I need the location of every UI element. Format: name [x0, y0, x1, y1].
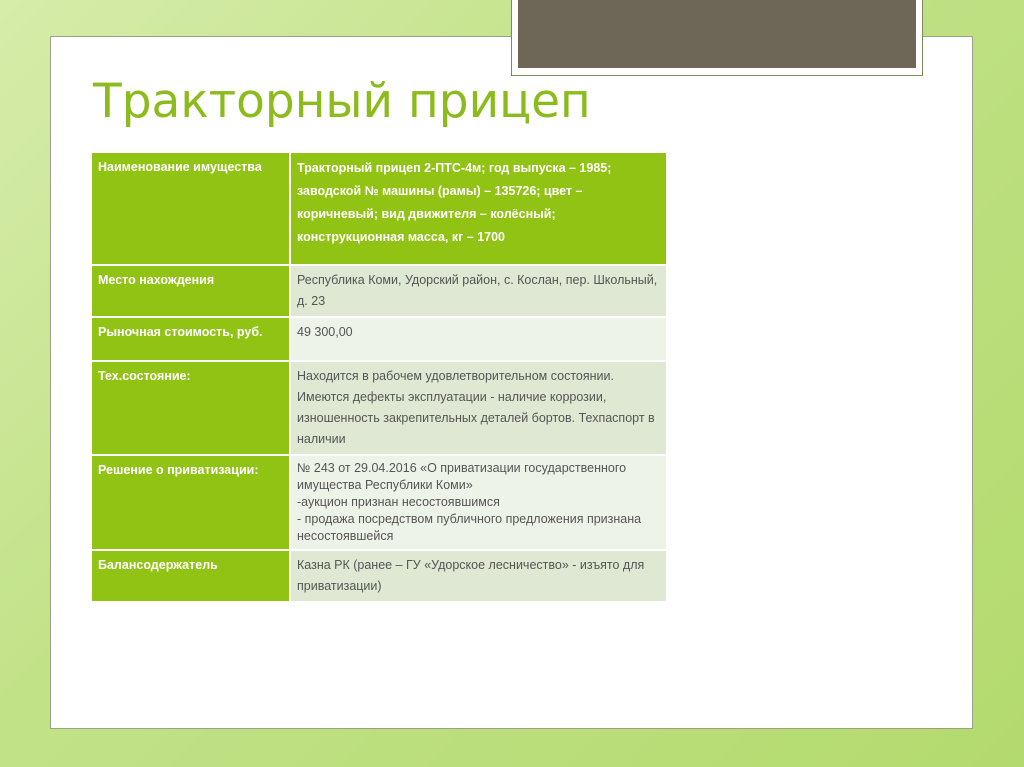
row-value: Казна РК (ранее – ГУ «Удорское лесничество» - изъято для приватизации) — [291, 551, 666, 601]
row-label: Тех.состояние: — [92, 362, 291, 454]
row-value: Тракторный прицеп 2-ПТС-4м; год выпуска – 1985; заводской № машины (рамы) – 135726; цвет – коричневый; вид движителя – колёсный; конструкционная масса, кг – 1700 — [291, 153, 666, 264]
decorative-top-box — [511, 0, 923, 76]
decision-line: -аукцион признан несостоявшимся — [297, 495, 500, 509]
decision-line: - продажа посредством публичного предложения признана несостоявшейся — [297, 512, 642, 543]
table-row — [92, 318, 666, 360]
property-table — [92, 151, 666, 603]
row-label: Место нахождения — [92, 266, 291, 316]
decision-line: № 243 от 29.04.2016 «О приватизации государственного имущества Республики Коми» — [297, 461, 627, 492]
table-row — [92, 456, 666, 549]
row-label: Балансодержатель — [92, 551, 291, 601]
slide-title: Тракторный прицеп — [93, 74, 591, 129]
row-value — [291, 456, 666, 549]
row-label: Решение о приватизации: — [92, 456, 291, 549]
row-label: Наименование имущества — [92, 153, 291, 264]
row-value: 49 300,00 — [291, 318, 666, 360]
table-row — [92, 153, 666, 264]
table-row — [92, 551, 666, 601]
table-row — [92, 362, 666, 454]
table-row — [92, 266, 666, 316]
row-label: Рыночная стоимость, руб. — [92, 318, 291, 360]
decorative-top-box-fill — [518, 0, 916, 68]
row-value: Республика Коми, Удорский район, с. Кослан, пер. Школьный, д. 23 — [291, 266, 666, 316]
row-value: Находится в рабочем удовлетворительном состоянии. Имеются дефекты эксплуатации - наличие коррозии, изношенность закрепительных деталей бортов. Техпаспорт в наличии — [291, 362, 666, 454]
